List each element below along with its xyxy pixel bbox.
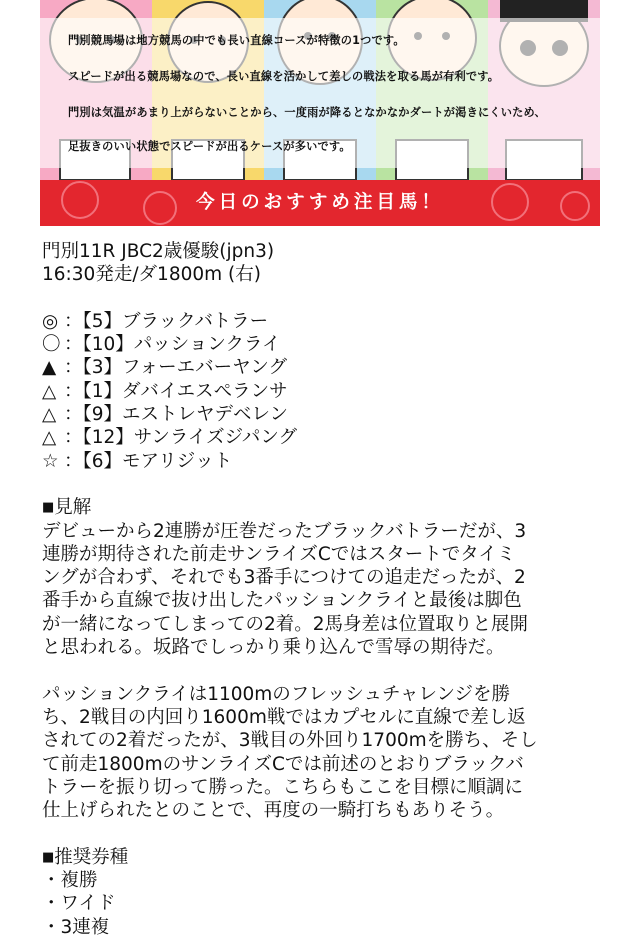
ticket-item: ・複勝: [42, 870, 98, 892]
pick-row: [42, 450, 612, 473]
track-info-line: 足抜きのいい状態でスピードが出るケースが多いです。: [68, 140, 351, 153]
race-detail: 16:30発走/ダ1800m (右): [42, 264, 261, 286]
pick-row: [42, 356, 612, 379]
track-info-line: 門別競馬場は地方競馬の中でも長い直線コースが特徴の1つです。: [68, 34, 405, 47]
pick-label: ：【5】ブラックバトラー: [64, 310, 269, 332]
pick-label: ：【6】モアリジット: [64, 450, 233, 472]
analysis-heading: [42, 496, 612, 519]
pick-label: ：【9】エストレヤデベレン: [64, 404, 289, 426]
analysis-paragraph: [42, 520, 612, 660]
race-title: 門別11R JBC2歳優駿(jpn3): [42, 241, 275, 262]
pick-label: ：【1】ダバイエスペランサ: [64, 380, 288, 402]
track-info-box: [40, 18, 600, 168]
pick-row: [42, 403, 612, 426]
track-info-line: スピードが出る競馬場なので、長い直線を活かして差しの戦法を取る馬が有利です。: [68, 70, 500, 83]
article: [42, 240, 612, 939]
pick-row: [42, 333, 612, 356]
pick-mark: △: [42, 404, 57, 426]
track-info-line: 門別は気温があまり上がらないことから、一度雨が降るとなかなかダートが渇きにくいため、: [68, 106, 546, 119]
recommended-horse-bar: [40, 180, 600, 226]
paragraph-line: て前走1800mのサンライズCでは前述のとおりブラックバ: [42, 753, 524, 775]
analysis-paragraph: [42, 683, 612, 823]
paragraph-line: 仕上げられたとのことで、再度の一騎打ちもありそう。: [42, 800, 505, 822]
pick-mark: ▲: [42, 357, 57, 379]
paragraph-line: ングが合わず、それでも3番手につけての追走だったが、2: [42, 567, 526, 589]
pick-mark: 〇: [42, 334, 61, 356]
paragraph-line: 番手から直線で抜け出したパッションクライと最後は脚色: [42, 590, 522, 612]
ticket-item: ・ワイド: [42, 893, 116, 915]
square-bullet-icon: ■: [42, 849, 55, 865]
pick-mark: ◎: [42, 310, 59, 332]
paragraph-line: されての2着だったが、3戦目の外回り1700mを勝ち、そし: [42, 730, 538, 752]
paragraph-line: が一緒になってしまっての2着。2馬身差は位置取りと展開: [42, 613, 529, 635]
pick-label: ：【3】フォーエバーヤング: [64, 357, 288, 379]
square-bullet-icon: ■: [42, 500, 55, 516]
pick-mark: △: [42, 427, 57, 449]
paragraph-line: と思われる。坂路でしっかり乗り込んで雪辱の期待だ。: [42, 637, 505, 659]
ticket-item: ・3連複: [42, 916, 110, 938]
paragraph-line: 連勝が期待された前走サンライズCではスタートでタイミ: [42, 543, 516, 565]
paragraph-line: トラーを振り切って勝った。こちらもここを目標に順調に: [42, 776, 524, 798]
pick-row: [42, 380, 612, 403]
tickets-heading-text: 推奨券種: [54, 846, 129, 868]
pick-label: ：【12】サンライズジパング: [64, 427, 297, 449]
banner: [40, 0, 600, 226]
paragraph-line: パッションクライは1100mのフレッシュチャレンジを勝: [42, 683, 511, 705]
recommended-horse-title: 今日のおすすめ注目馬！: [196, 192, 444, 213]
pick-label: ：【10】パッションクライ: [64, 334, 281, 356]
analysis-heading-text: 見解: [54, 497, 92, 519]
pick-row: [42, 310, 612, 333]
paragraph-line: ち、2戦目の内回り1600m戦ではカプセルに直線で差し返: [42, 706, 526, 728]
picks-list: [42, 310, 612, 473]
pick-mark: ☆: [42, 450, 59, 472]
tickets-heading: [42, 846, 612, 869]
pick-row: [42, 426, 612, 449]
paragraph-line: デビューから2連勝が圧巻だったブラックバトラーだが、3: [42, 520, 527, 542]
pick-mark: △: [42, 380, 57, 402]
